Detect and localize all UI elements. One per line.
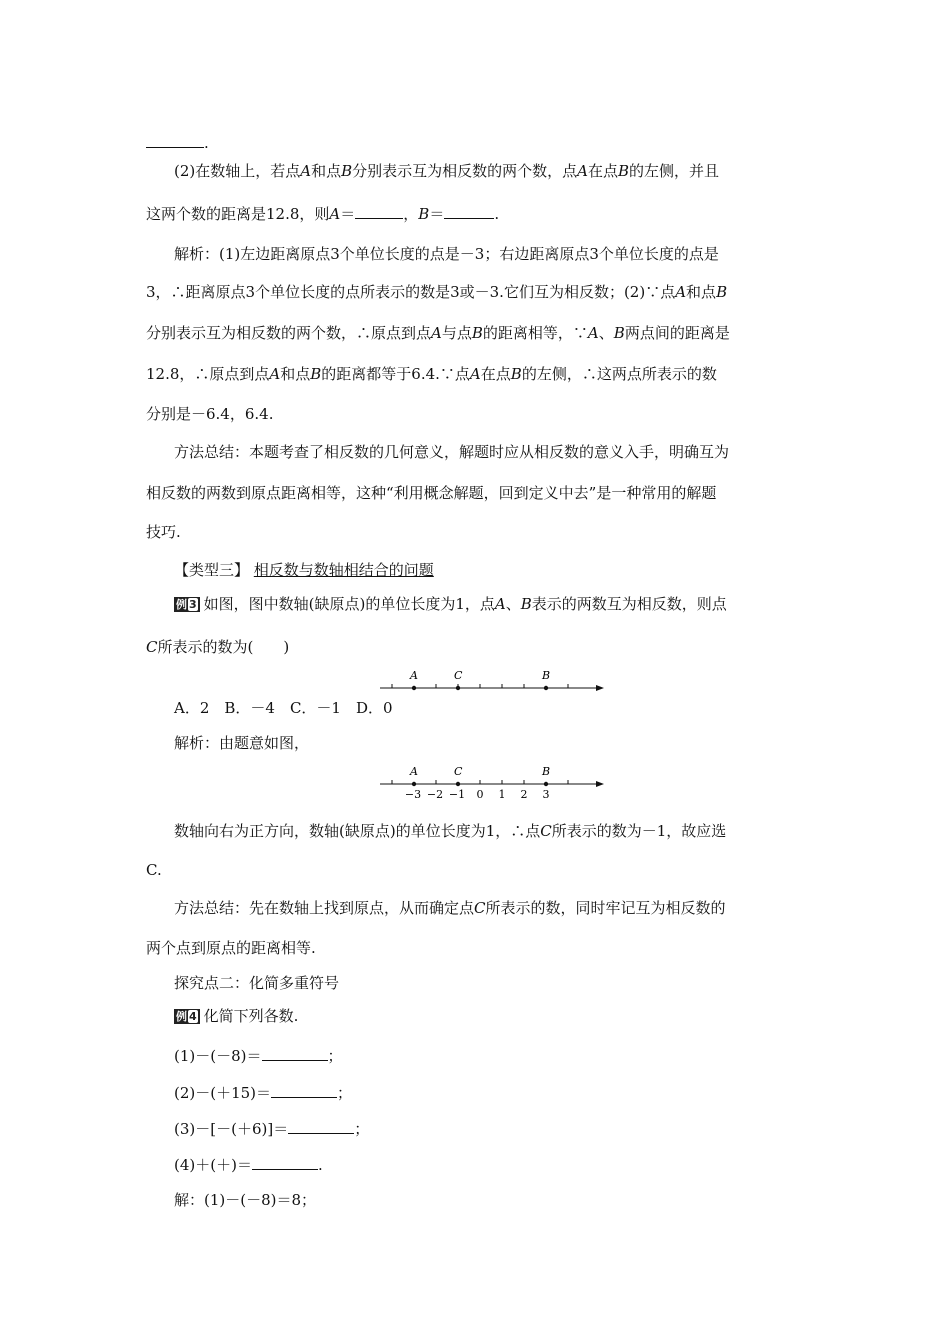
example-badge: 例 3	[174, 597, 200, 612]
number-line-figure-2	[376, 762, 608, 804]
analysis-line-3: 分别表示互为相反数的两个数，∴原点到点A与点B的距离相等，∵A、B两点间的距离是	[146, 324, 730, 342]
answer-blank-4	[252, 1155, 318, 1170]
point-c-label-2: C	[454, 765, 463, 778]
answer-options: A．2 B．－4 C．－1 D．0	[174, 699, 393, 717]
solution-line: 解：(1)－(－8)＝8；	[174, 1191, 317, 1209]
number-line-figure-1	[376, 666, 608, 698]
tick-label: 0	[476, 788, 484, 801]
problem-4: (4)＋(＋)＝ .	[174, 1156, 323, 1174]
analysis-line-4: 12.8，∴原点到点A和点B的距离都等于6.4.∵点A在点B的左侧，∴这两点所表示的数	[146, 365, 717, 383]
conclusion-line-2: C.	[146, 861, 162, 879]
answer-blank-2	[271, 1083, 337, 1098]
analysis-line-5: 分别是－6.4，6.4.	[146, 405, 274, 423]
tick-label: 1	[498, 788, 506, 801]
point-c-label: C	[454, 669, 463, 682]
conclusion-line-1: 数轴向右为正方向，数轴(缺原点)的单位长度为1，∴点C所表示的数为－1，故应选	[174, 822, 727, 840]
point-b-label: B	[542, 669, 551, 682]
summary-3-line-2: 两个点到原点的距离相等.	[146, 939, 316, 957]
answer-blank-1	[262, 1046, 328, 1061]
tick-label: −1	[448, 788, 466, 801]
summary-line-3: 技巧.	[146, 523, 181, 541]
answer-blank-3	[288, 1119, 354, 1134]
question-2-line-2: 这两个数的距离是12.8，则A＝ ，B＝ .	[146, 205, 500, 223]
summary-3-line-1: 方法总结：先在数轴上找到原点，从而确定点C所表示的数，同时牢记互为相反数的	[174, 899, 726, 917]
answer-blank-a	[355, 204, 403, 219]
point-b-label-2: B	[542, 765, 551, 778]
analysis-line-1: 解析：(1)左边距离原点3个单位长度的点是－3；右边距离原点3个单位长度的点是	[174, 245, 719, 263]
explore-point-2: 探究点二：化简多重符号	[174, 974, 340, 992]
question-2-line: (2)在数轴上，若点A和点B分别表示互为相反数的两个数，点A在点B的左侧，并且	[174, 162, 720, 180]
tick-label: 2	[520, 788, 528, 801]
summary-line-1: 方法总结：本题考查了相反数的几何意义，解题时应从相反数的意义入手，明确互为	[174, 443, 730, 461]
problem-1: (1)－(－8)＝ ；	[174, 1047, 343, 1065]
answer-blank	[146, 133, 204, 148]
blank-line-end: .	[146, 133, 209, 153]
answer-blank-b	[444, 204, 494, 219]
example-3-line-1: 例 3 如图，图中数轴(缺原点)的单位长度为1，点A、B表示的两数互为相反数，则点	[176, 595, 727, 613]
tick-label: 3	[542, 788, 550, 801]
example-badge-4: 例 4	[174, 1009, 200, 1024]
example-3-line-2: C所表示的数为( )	[146, 638, 290, 656]
problem-2: (2)－(＋15)＝ ；	[174, 1084, 353, 1102]
type-3-heading: 【类型三】 相反数与数轴相结合的问题	[174, 561, 434, 579]
point-a-label: A	[410, 669, 418, 682]
example-4-line: 例 4 化简下列各数.	[176, 1007, 299, 1025]
tick-label: −2	[426, 788, 444, 801]
analysis-3: 解析：由题意如图，	[174, 734, 310, 752]
point-a-label-2: A	[410, 765, 418, 778]
analysis-line-2: 3，∴距离原点3个单位长度的点所表示的数是3或－3.它们互为相反数；(2)∵点A和点B	[146, 283, 728, 301]
problem-3: (3)－[－(＋6)]＝ ；	[174, 1120, 370, 1138]
summary-line-2: 相反数的两数到原点距离相等，这种“利用概念解题，回到定义中去”是一种常用的解题	[146, 484, 717, 502]
tick-label: −3	[404, 788, 422, 801]
